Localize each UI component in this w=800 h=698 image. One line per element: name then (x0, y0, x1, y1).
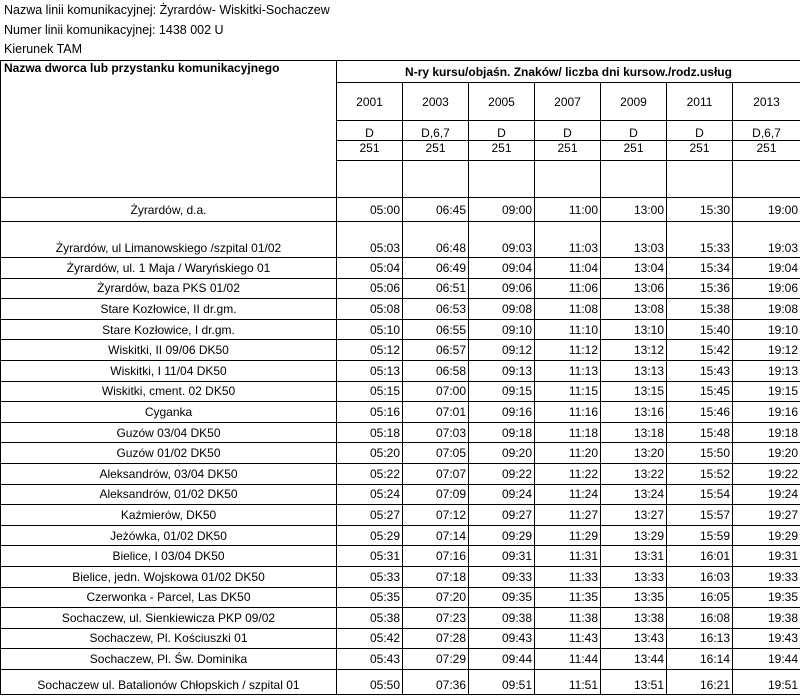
departure-time: 09:10 (469, 319, 535, 340)
stop-name: Aleksandrów, 01/02 DK50 (1, 484, 337, 505)
table-row (1, 340, 800, 361)
departure-time: 09:33 (469, 566, 535, 587)
departure-time: 07:18 (403, 566, 469, 587)
timetable (0, 60, 800, 695)
course-number: 2011 (667, 83, 733, 121)
departure-time: 11:43 (535, 628, 601, 649)
departure-time: 09:15 (469, 381, 535, 402)
course-number: 2007 (535, 83, 601, 121)
departure-time: 09:18 (469, 422, 535, 443)
stop-name: Wiskitki, cment. 02 DK50 (1, 381, 337, 402)
blank-cell (469, 161, 535, 198)
departure-time: 09:20 (469, 443, 535, 464)
table-row (1, 278, 800, 299)
departure-time: 19:20 (733, 443, 800, 464)
departure-time: 11:38 (535, 608, 601, 629)
course-header: N-ry kursu/objaśn. Znaków/ liczba dni kursow./rodz.usług (337, 61, 800, 83)
table-row (1, 319, 800, 340)
table-row (1, 198, 800, 222)
departure-time: 13:10 (601, 319, 667, 340)
departure-time: 19:33 (733, 566, 800, 587)
departure-time: 11:03 (535, 222, 601, 258)
departure-time: 15:46 (667, 402, 733, 423)
departure-time: 11:04 (535, 258, 601, 279)
departure-time: 13:29 (601, 525, 667, 546)
departure-time: 11:33 (535, 566, 601, 587)
departure-time: 15:50 (667, 443, 733, 464)
departure-time: 19:10 (733, 319, 800, 340)
departure-time: 15:42 (667, 340, 733, 361)
departure-time: 07:12 (403, 505, 469, 526)
departure-time: 13:00 (601, 198, 667, 222)
departure-time: 19:15 (733, 381, 800, 402)
departure-time: 05:42 (337, 628, 403, 649)
departure-time: 13:35 (601, 587, 667, 608)
departure-time: 15:34 (667, 258, 733, 279)
departure-time: 05:38 (337, 608, 403, 629)
departure-time: 19:13 (733, 360, 800, 381)
departure-time: 06:53 (403, 299, 469, 320)
departure-time: 15:36 (667, 278, 733, 299)
table-row (1, 628, 800, 649)
departure-time: 13:18 (601, 422, 667, 443)
departure-time: 06:48 (403, 222, 469, 258)
departure-time: 07:29 (403, 649, 469, 670)
course-sign: D (337, 121, 403, 141)
departure-time: 11:35 (535, 587, 601, 608)
departure-time: 05:35 (337, 587, 403, 608)
stop-name: Bielice, jedn. Wojskowa 01/02 DK50 (1, 566, 337, 587)
stop-name: Sochaczew, Pl. Św. Dominika (1, 649, 337, 670)
stop-name: Bielice, I 03/04 DK50 (1, 546, 337, 567)
departure-time: 07:16 (403, 546, 469, 567)
course-sign: D (601, 121, 667, 141)
table-row (1, 484, 800, 505)
departure-time: 19:04 (733, 258, 800, 279)
departure-time: 07:01 (403, 402, 469, 423)
course-days: 251 (601, 141, 667, 161)
departure-time: 11:27 (535, 505, 601, 526)
table-row (1, 669, 800, 694)
stop-name: Stare Kozłowice, I dr.gm. (1, 319, 337, 340)
line-number: Numer linii komunikacyjnej: 1438 002 U (4, 23, 224, 37)
stop-name: Żyrardów, ul. 1 Maja / Waryńskiego 01 (1, 258, 337, 279)
departure-time: 06:58 (403, 360, 469, 381)
departure-time: 11:13 (535, 360, 601, 381)
departure-time: 19:44 (733, 649, 800, 670)
departure-time: 06:55 (403, 319, 469, 340)
course-days: 251 (535, 141, 601, 161)
departure-time: 05:08 (337, 299, 403, 320)
departure-time: 16:03 (667, 566, 733, 587)
blank-cell (535, 161, 601, 198)
departure-time: 11:08 (535, 299, 601, 320)
departure-time: 15:48 (667, 422, 733, 443)
departure-time: 13:27 (601, 505, 667, 526)
departure-time: 19:16 (733, 402, 800, 423)
stop-name: Żyrardów, baza PKS 01/02 (1, 278, 337, 299)
departure-time: 05:03 (337, 222, 403, 258)
course-days: 251 (733, 141, 800, 161)
departure-time: 13:04 (601, 258, 667, 279)
departure-time: 07:09 (403, 484, 469, 505)
stop-name: Żyrardów, d.a. (1, 198, 337, 222)
departure-time: 07:03 (403, 422, 469, 443)
departure-time: 05:06 (337, 278, 403, 299)
departure-time: 07:36 (403, 669, 469, 694)
departure-time: 05:10 (337, 319, 403, 340)
table-row (1, 422, 800, 443)
departure-time: 05:15 (337, 381, 403, 402)
departure-time: 19:31 (733, 546, 800, 567)
departure-time: 09:29 (469, 525, 535, 546)
blank-cell (601, 161, 667, 198)
departure-time: 09:04 (469, 258, 535, 279)
departure-time: 13:15 (601, 381, 667, 402)
table-row (1, 381, 800, 402)
course-number: 2003 (403, 83, 469, 121)
departure-time: 05:04 (337, 258, 403, 279)
departure-time: 19:24 (733, 484, 800, 505)
departure-time: 13:20 (601, 443, 667, 464)
stop-name: Guzów 03/04 DK50 (1, 422, 337, 443)
departure-time: 09:12 (469, 340, 535, 361)
timetable-body (1, 198, 800, 695)
departure-time: 09:06 (469, 278, 535, 299)
departure-time: 11:51 (535, 669, 601, 694)
departure-time: 15:57 (667, 505, 733, 526)
course-sign: D (535, 121, 601, 141)
table-row (1, 649, 800, 670)
course-number: 2009 (601, 83, 667, 121)
departure-time: 15:43 (667, 360, 733, 381)
blank-cell (403, 161, 469, 198)
departure-time: 15:59 (667, 525, 733, 546)
timetable-header (1, 61, 800, 198)
departure-time: 16:05 (667, 587, 733, 608)
departure-time: 11:31 (535, 546, 601, 567)
departure-time: 09:24 (469, 484, 535, 505)
departure-time: 13:31 (601, 546, 667, 567)
departure-time: 13:16 (601, 402, 667, 423)
departure-time: 13:43 (601, 628, 667, 649)
stop-name: Guzów 01/02 DK50 (1, 443, 337, 464)
departure-time: 09:08 (469, 299, 535, 320)
departure-time: 19:29 (733, 525, 800, 546)
direction: Kierunek TAM (4, 42, 83, 56)
departure-time: 19:43 (733, 628, 800, 649)
departure-time: 05:27 (337, 505, 403, 526)
departure-time: 11:20 (535, 443, 601, 464)
departure-time: 19:18 (733, 422, 800, 443)
table-row (1, 258, 800, 279)
departure-time: 19:22 (733, 463, 800, 484)
departure-time: 05:16 (337, 402, 403, 423)
departure-time: 13:33 (601, 566, 667, 587)
departure-time: 05:20 (337, 443, 403, 464)
departure-time: 19:03 (733, 222, 800, 258)
departure-time: 15:45 (667, 381, 733, 402)
departure-time: 09:00 (469, 198, 535, 222)
course-days: 251 (337, 141, 403, 161)
table-row (1, 587, 800, 608)
course-number: 2005 (469, 83, 535, 121)
table-row (1, 443, 800, 464)
departure-time: 06:57 (403, 340, 469, 361)
departure-time: 19:12 (733, 340, 800, 361)
table-row (1, 546, 800, 567)
departure-time: 13:24 (601, 484, 667, 505)
departure-time: 13:06 (601, 278, 667, 299)
departure-time: 05:31 (337, 546, 403, 567)
course-days: 251 (469, 141, 535, 161)
departure-time: 19:51 (733, 669, 800, 694)
course-number: 2013 (733, 83, 800, 121)
departure-time: 11:15 (535, 381, 601, 402)
departure-time: 09:13 (469, 360, 535, 381)
stop-name: Kaźmierów, DK50 (1, 505, 337, 526)
departure-time: 13:44 (601, 649, 667, 670)
table-row (1, 463, 800, 484)
departure-time: 11:22 (535, 463, 601, 484)
blank-cell (337, 161, 403, 198)
departure-time: 05:50 (337, 669, 403, 694)
stop-name: Aleksandrów, 03/04 DK50 (1, 463, 337, 484)
departure-time: 16:14 (667, 649, 733, 670)
departure-time: 19:27 (733, 505, 800, 526)
departure-time: 09:38 (469, 608, 535, 629)
departure-time: 13:22 (601, 463, 667, 484)
departure-time: 15:52 (667, 463, 733, 484)
stop-name: Sochaczew ul. Batalionów Chłopskich / szpital 01 (1, 669, 337, 694)
departure-time: 11:10 (535, 319, 601, 340)
departure-time: 19:08 (733, 299, 800, 320)
departure-time: 11:16 (535, 402, 601, 423)
departure-time: 16:21 (667, 669, 733, 694)
departure-time: 05:13 (337, 360, 403, 381)
course-sign: D,6,7 (403, 121, 469, 141)
stop-name: Sochaczew, ul. Sienkiewicza PKP 09/02 (1, 608, 337, 629)
departure-time: 05:22 (337, 463, 403, 484)
departure-time: 11:44 (535, 649, 601, 670)
departure-time: 16:08 (667, 608, 733, 629)
course-sign: D (469, 121, 535, 141)
departure-time: 11:00 (535, 198, 601, 222)
departure-time: 07:20 (403, 587, 469, 608)
departure-time: 05:00 (337, 198, 403, 222)
departure-time: 06:51 (403, 278, 469, 299)
departure-time: 07:28 (403, 628, 469, 649)
departure-time: 07:07 (403, 463, 469, 484)
departure-time: 16:01 (667, 546, 733, 567)
departure-time: 15:30 (667, 198, 733, 222)
departure-time: 06:49 (403, 258, 469, 279)
departure-time: 07:14 (403, 525, 469, 546)
stop-name: Cyganka (1, 402, 337, 423)
departure-time: 13:13 (601, 360, 667, 381)
departure-time: 09:03 (469, 222, 535, 258)
departure-time: 09:27 (469, 505, 535, 526)
stop-name: Sochaczew, Pl. Kościuszki 01 (1, 628, 337, 649)
table-row (1, 525, 800, 546)
departure-time: 09:31 (469, 546, 535, 567)
course-number: 2001 (337, 83, 403, 121)
departure-time: 09:35 (469, 587, 535, 608)
table-row (1, 299, 800, 320)
departure-time: 19:38 (733, 608, 800, 629)
departure-time: 09:16 (469, 402, 535, 423)
departure-time: 11:06 (535, 278, 601, 299)
departure-time: 06:45 (403, 198, 469, 222)
departure-time: 09:51 (469, 669, 535, 694)
departure-time: 05:12 (337, 340, 403, 361)
departure-time: 05:18 (337, 422, 403, 443)
table-row (1, 402, 800, 423)
departure-time: 09:43 (469, 628, 535, 649)
departure-time: 19:35 (733, 587, 800, 608)
departure-time: 13:38 (601, 608, 667, 629)
departure-time: 19:00 (733, 198, 800, 222)
departure-time: 05:43 (337, 649, 403, 670)
departure-time: 11:24 (535, 484, 601, 505)
departure-time: 13:51 (601, 669, 667, 694)
departure-time: 05:29 (337, 525, 403, 546)
stop-name: Żyrardów, ul Limanowskiego /szpital 01/02 (1, 222, 337, 258)
departure-time: 13:12 (601, 340, 667, 361)
table-row (1, 505, 800, 526)
table-row (1, 360, 800, 381)
course-sign: D (667, 121, 733, 141)
departure-time: 11:18 (535, 422, 601, 443)
departure-time: 16:13 (667, 628, 733, 649)
departure-time: 13:08 (601, 299, 667, 320)
stop-name: Jeżówka, 01/02 DK50 (1, 525, 337, 546)
table-row (1, 222, 800, 258)
course-sign: D,6,7 (733, 121, 800, 141)
departure-time: 07:05 (403, 443, 469, 464)
course-days: 251 (403, 141, 469, 161)
blank-cell (667, 161, 733, 198)
departure-time: 11:12 (535, 340, 601, 361)
course-days: 251 (667, 141, 733, 161)
departure-time: 11:29 (535, 525, 601, 546)
departure-time: 15:33 (667, 222, 733, 258)
departure-time: 19:06 (733, 278, 800, 299)
departure-time: 07:00 (403, 381, 469, 402)
departure-time: 15:54 (667, 484, 733, 505)
stop-name: Wiskitki, I 11/04 DK50 (1, 360, 337, 381)
departure-time: 05:33 (337, 566, 403, 587)
departure-time: 09:22 (469, 463, 535, 484)
departure-time: 15:38 (667, 299, 733, 320)
departure-time: 09:44 (469, 649, 535, 670)
stop-name: Czerwonka - Parcel, Las DK50 (1, 587, 337, 608)
departure-time: 07:23 (403, 608, 469, 629)
stop-column-header: Nazwa dworca lub przystanku komunikacyjnego (1, 61, 337, 198)
table-row (1, 608, 800, 629)
line-name: Nazwa linii komunikacyjnej: Żyrardów- Wiskitki-Sochaczew (4, 3, 330, 17)
departure-time: 05:24 (337, 484, 403, 505)
departure-time: 15:40 (667, 319, 733, 340)
stop-name: Stare Kozłowice, II dr.gm. (1, 299, 337, 320)
departure-time: 13:03 (601, 222, 667, 258)
blank-cell (733, 161, 800, 198)
stop-name: Wiskitki, II 09/06 DK50 (1, 340, 337, 361)
table-row (1, 566, 800, 587)
